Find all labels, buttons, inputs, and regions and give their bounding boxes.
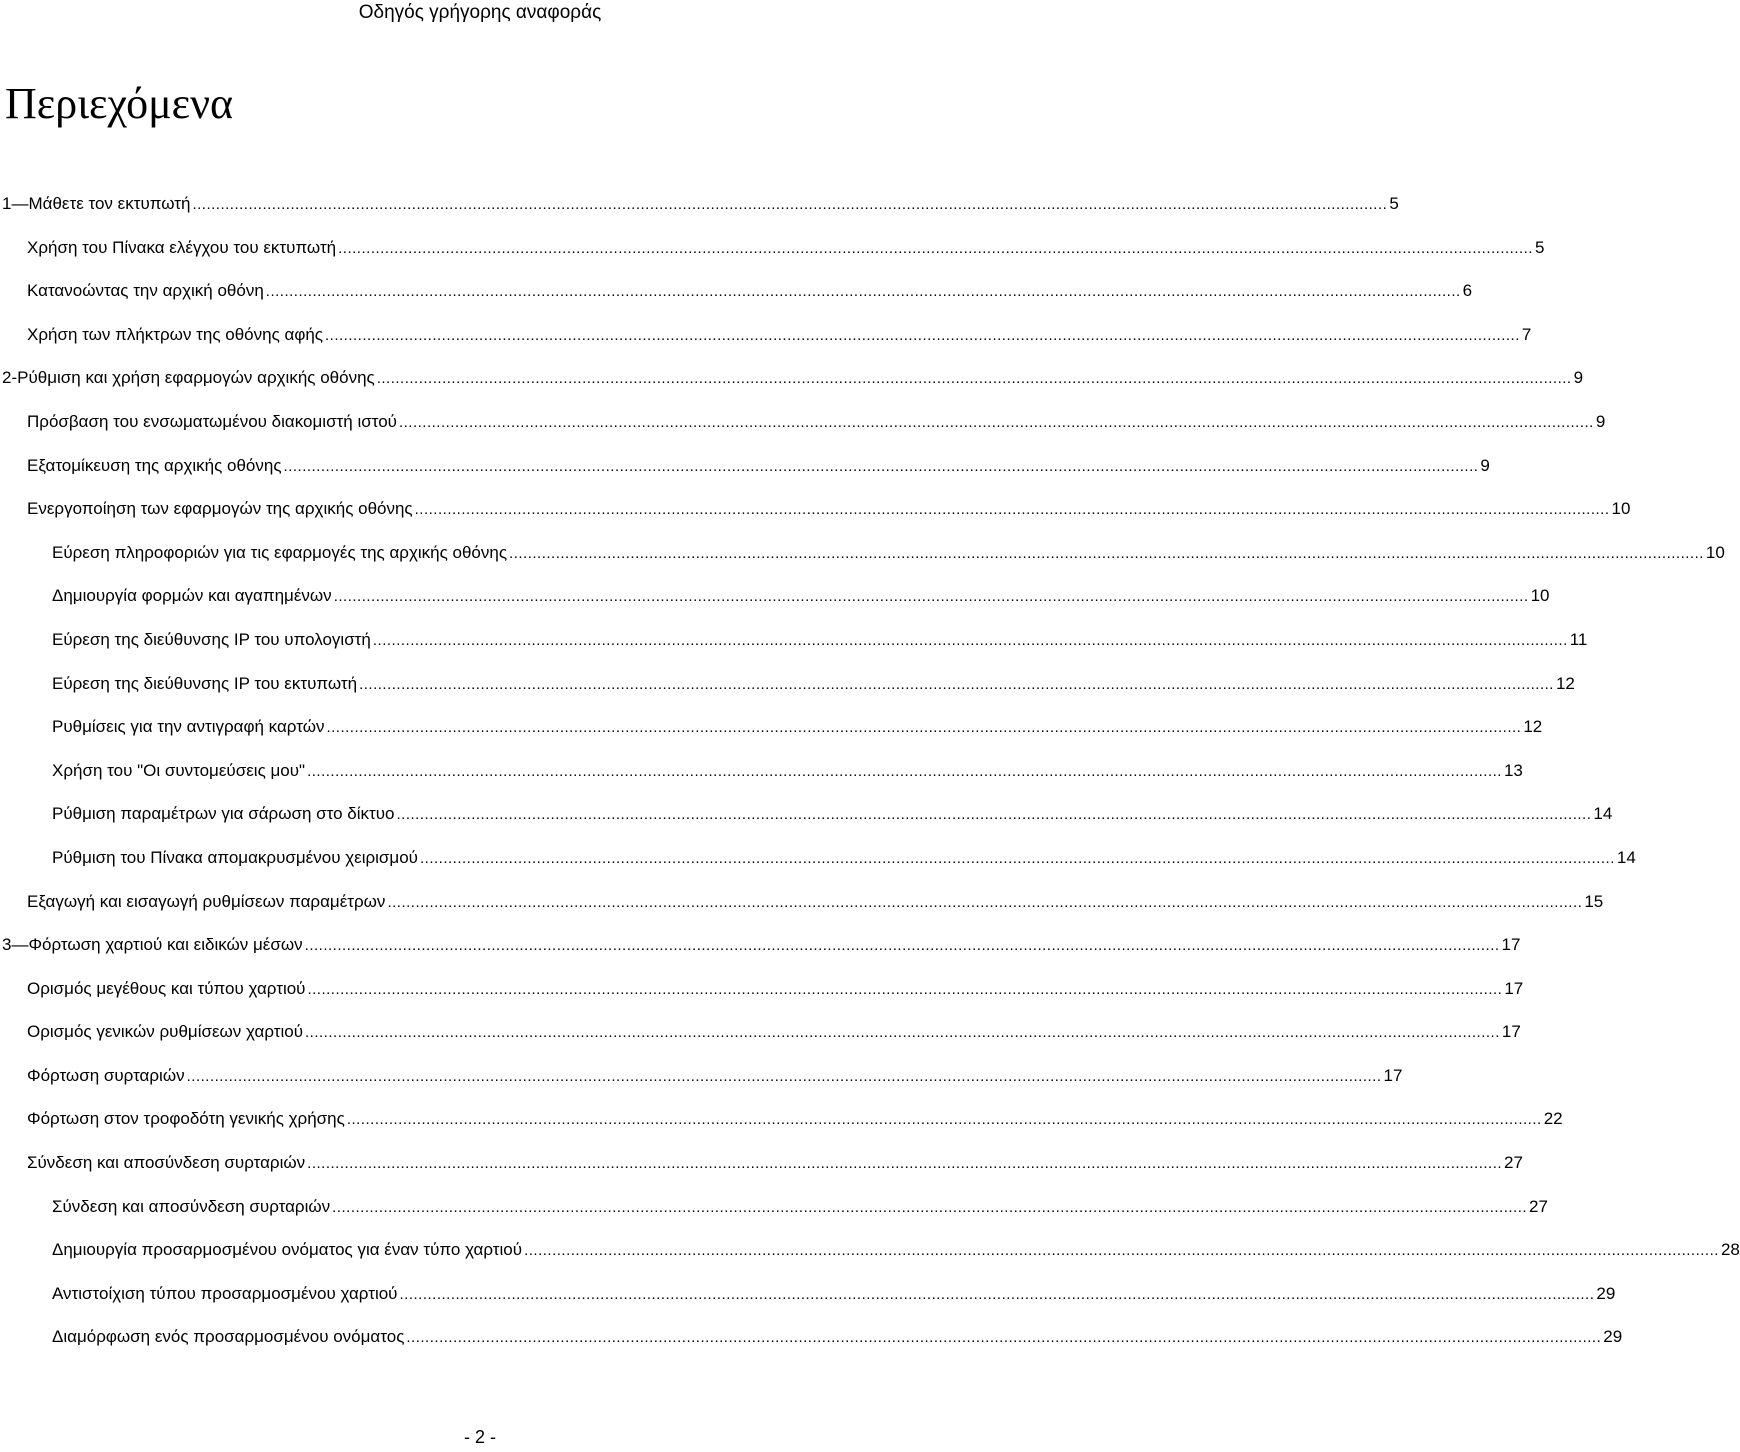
toc-entry[interactable]: [0, 1319, 1623, 1363]
dot-leader: [307, 754, 1502, 790]
toc-entry-page-number: 12: [1523, 717, 1543, 737]
dot-leader: [187, 1059, 1382, 1095]
toc-entry[interactable]: [0, 535, 1725, 579]
toc-entry-page-number: 22: [1543, 1109, 1563, 1129]
toc-entry-page-number: 5: [1535, 237, 1545, 257]
toc-entry[interactable]: [0, 186, 1399, 230]
toc-entry[interactable]: [0, 622, 1588, 666]
dot-leader: [399, 405, 1594, 441]
dot-leader: [305, 928, 1500, 964]
toc-entry[interactable]: [0, 971, 1524, 1015]
toc-entry-page-number: 9: [1595, 411, 1606, 431]
dot-leader: [338, 231, 1533, 267]
toc-entry[interactable]: [0, 927, 1521, 971]
toc-entry-page-number: 17: [1383, 1065, 1403, 1085]
running-header: Οδηγός γρήγορης αναφοράς: [358, 2, 602, 23]
dot-leader: [399, 1277, 1594, 1313]
toc-entry[interactable]: [0, 404, 1606, 448]
toc-entry-page-number: 14: [1616, 847, 1636, 867]
toc-entry[interactable]: [0, 230, 1545, 274]
toc-entry-page-number: 9: [1573, 368, 1584, 388]
toc-entry-label: Ρυθμίσεις για την αντιγραφή καρτών: [52, 717, 325, 737]
toc-entry-page-number: 27: [1504, 1153, 1523, 1173]
toc-entry-label: Φόρτωση στον τροφοδότη γενικής χρήσης: [27, 1109, 345, 1129]
toc-entry[interactable]: [0, 273, 1473, 317]
toc-entry[interactable]: [0, 578, 1550, 622]
toc-entry-page-number: 27: [1529, 1196, 1548, 1216]
toc-entry[interactable]: [0, 709, 1543, 753]
dot-leader: [266, 274, 1461, 310]
toc-entry[interactable]: [0, 1145, 1523, 1189]
dot-leader: [387, 885, 1582, 921]
toc-entry-page-number: 11: [1569, 629, 1588, 649]
toc-entry-page-number: 15: [1584, 891, 1604, 911]
toc-entry-label: Ρύθμιση του Πίνακα απομακρυσμένου χειρισμού: [52, 847, 418, 867]
dot-leader: [284, 449, 1479, 485]
dot-leader: [415, 492, 1610, 528]
toc-entry-page-number: 5: [1389, 194, 1399, 213]
toc-entry-page-number: 14: [1593, 804, 1613, 824]
toc-entry-label: Χρήση του Πίνακα ελέγχου του εκτυπωτή: [27, 237, 337, 257]
toc-entry[interactable]: [0, 884, 1604, 928]
toc-entry-page-number: 6: [1462, 281, 1473, 301]
toc-entry[interactable]: [0, 1276, 1616, 1320]
toc-entry[interactable]: [0, 491, 1631, 535]
toc-entry[interactable]: [0, 1101, 1563, 1145]
toc-entry-page-number: 12: [1555, 673, 1575, 693]
toc-entry[interactable]: [0, 1232, 1740, 1276]
toc-entry-label: Κατανοώντας την αρχική οθόνη: [27, 281, 264, 301]
toc-entry-page-number: 28: [1720, 1240, 1740, 1260]
toc-entry-label: Χρήση του "Οι συντομεύσεις μου": [52, 760, 306, 780]
dot-leader: [397, 797, 1592, 833]
page-number: - 2 -: [463, 1427, 496, 1447]
table-of-contents: [0, 186, 1740, 1363]
dot-leader: [373, 623, 1568, 659]
toc-entry-label: Εξατομίκευση της αρχικής οθόνης: [27, 455, 282, 475]
toc-entry-label: Δημιουργία φορμών και αγαπημένων: [52, 586, 332, 606]
toc-entry-page-number: 10: [1705, 542, 1725, 562]
toc-entry[interactable]: [0, 666, 1575, 710]
dot-leader: [305, 1015, 1500, 1051]
toc-entry-page-number: 17: [1504, 978, 1524, 998]
toc-entry-label: 1—Μάθετε τον εκτυπωτή: [2, 194, 191, 213]
toc-entry-page-number: 10: [1530, 586, 1550, 606]
toc-entry-label: Σύνδεση και αποσύνδεση συρταριών: [27, 1153, 306, 1173]
toc-entry-label: Φόρτωση συρταριών: [27, 1065, 185, 1085]
toc-entry-page-number: 10: [1611, 499, 1631, 519]
dot-leader: [192, 187, 1387, 223]
toc-entry[interactable]: [0, 753, 1523, 797]
toc-entry-label: Σύνδεση και αποσύνδεση συρταριών: [52, 1196, 331, 1216]
toc-entry-page-number: 13: [1503, 760, 1523, 780]
toc-entry[interactable]: [0, 1189, 1548, 1233]
toc-entry[interactable]: [0, 448, 1490, 492]
toc-entry-page-number: 7: [1521, 324, 1532, 344]
dot-leader: [406, 1320, 1601, 1356]
toc-entry-label: Εύρεση πληροφοριών για τις εφαρμογές της αρχικής οθόνης: [52, 542, 508, 562]
toc-entry-page-number: 29: [1596, 1283, 1616, 1303]
toc-entry-label: Χρήση των πλήκτρων της οθόνης αφής: [27, 324, 323, 344]
toc-entry-label: Ορισμός γενικών ρυθμίσεων χαρτιού: [27, 1022, 304, 1042]
toc-entry-label: Εύρεση της διεύθυνσης IP του εκτυπωτή: [52, 673, 358, 693]
dot-leader: [359, 667, 1554, 703]
toc-entry-label: Εξαγωγή και εισαγωγή ρυθμίσεων παραμέτρων: [27, 891, 386, 911]
toc-entry-label: Αντιστοίχιση τύπου προσαρμοσμένου χαρτιού: [52, 1283, 398, 1303]
toc-entry-label: Ρύθμιση παραμέτρων για σάρωση στο δίκτυο: [52, 804, 395, 824]
toc-entry-label: Δημιουργία προσαρμοσμένου ονόματος για έναν τύπο χαρτιού: [52, 1240, 523, 1260]
dot-leader: [509, 536, 1704, 572]
toc-entry[interactable]: [0, 796, 1613, 840]
dot-leader: [307, 972, 1502, 1008]
toc-entry-label: Ορισμός μεγέθους και τύπου χαρτιού: [27, 978, 306, 998]
toc-entry-page-number: 17: [1501, 1022, 1521, 1042]
toc-entry-label: Ενεργοποίηση των εφαρμογών της αρχικής οθόνης: [27, 499, 413, 519]
dot-leader: [347, 1102, 1542, 1138]
toc-entry-label: Διαμόρφωση ενός προσαρμοσμένου ονόματος: [52, 1327, 405, 1347]
dot-leader: [332, 1190, 1527, 1226]
dot-leader: [326, 710, 1521, 746]
toc-entry-label: 2-Ρύθμιση και χρήση εφαρμογών αρχικής οθόνης: [2, 368, 375, 388]
toc-entry-page-number: 17: [1501, 935, 1521, 955]
toc-entry-page-number: 9: [1480, 455, 1490, 475]
dot-leader: [334, 579, 1529, 615]
toc-entry[interactable]: [0, 840, 1636, 884]
dot-leader: [307, 1146, 1502, 1182]
dot-leader: [524, 1233, 1719, 1269]
toc-entry[interactable]: [0, 360, 1584, 404]
toc-entry-page-number: 29: [1603, 1327, 1623, 1347]
dot-leader: [420, 841, 1615, 877]
toc-entry-label: Εύρεση της διεύθυνσης IP του υπολογιστή: [52, 629, 371, 649]
toc-title: Περιεχόμενα: [5, 79, 234, 128]
dot-leader: [325, 318, 1520, 354]
toc-entry[interactable]: [0, 1014, 1521, 1058]
toc-entry-label: Πρόσβαση του ενσωματωμένου διακομιστή ιστού: [27, 411, 397, 431]
toc-entry[interactable]: [0, 1058, 1403, 1102]
toc-entry-label: 3—Φόρτωση χαρτιού και ειδικών μέσων: [2, 935, 303, 955]
toc-entry[interactable]: [0, 317, 1532, 361]
dot-leader: [377, 361, 1572, 397]
